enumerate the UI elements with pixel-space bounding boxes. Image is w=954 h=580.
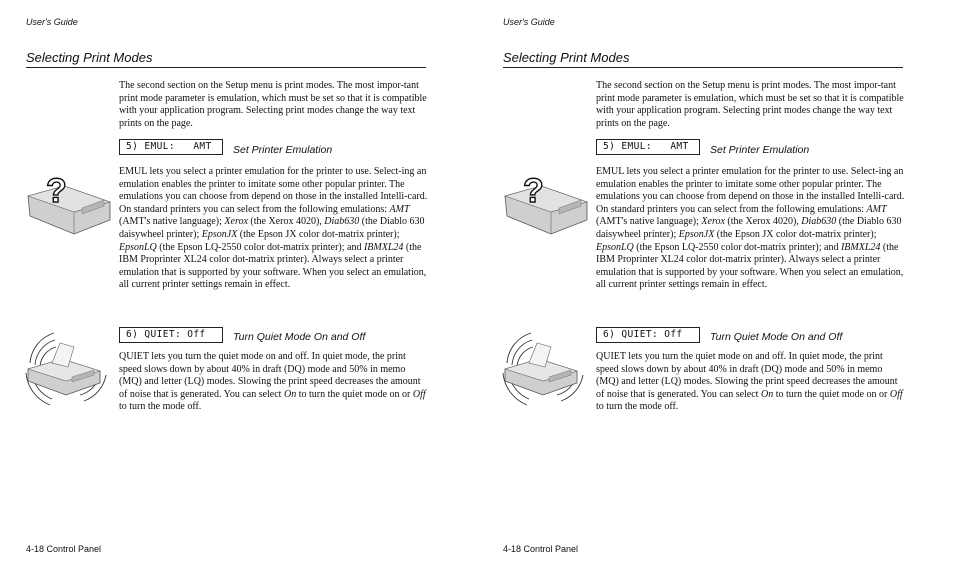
emulation-diablo: Diab630 xyxy=(324,216,360,228)
text-run: (the Epson LQ-2550 color dot-matrix printer); and xyxy=(156,241,364,253)
option-on: On xyxy=(283,388,297,400)
caption-quiet-mode: Turn Quiet Mode On and Off xyxy=(233,331,366,343)
text-run: (the Epson JX color dot-matrix printer); xyxy=(237,228,400,240)
lcd-display-quiet: 6) QUIET: Off xyxy=(596,327,700,343)
emulation-xerox: Xerox xyxy=(701,216,725,228)
text-run: (the Xerox 4020), xyxy=(247,216,325,228)
option-off: Off xyxy=(889,388,903,400)
emulation-epsonjx: EpsonJX xyxy=(678,228,715,240)
emulation-epsonjx: EpsonJX xyxy=(201,228,238,240)
text-run: (the Diablo 630 daisywheel printer); xyxy=(596,216,902,240)
running-header: User's Guide xyxy=(503,17,555,27)
option-on: On xyxy=(760,388,774,400)
text-run: (the Epson JX color dot-matrix printer); xyxy=(714,228,877,240)
printer-question-icon xyxy=(24,168,116,240)
emulation-xerox: Xerox xyxy=(224,216,248,228)
quiet-printer-icon xyxy=(499,325,587,409)
section-title: Selecting Print Modes xyxy=(26,50,426,68)
text-run: to turn the mode off. xyxy=(119,401,202,413)
text-run: to turn the mode off. xyxy=(596,401,679,413)
lcd-display-emul: 5) EMUL: AMT xyxy=(596,139,700,155)
emul-paragraph xyxy=(596,166,906,292)
running-footer: 4-18 Control Panel xyxy=(503,544,579,554)
text-run: to turn the quiet mode on or xyxy=(773,388,890,400)
quiet-paragraph xyxy=(119,351,429,414)
text-run: EMUL lets you select a printer emulation for the printer to use. Select-ing an emulation enables the printer to imitate some other popular printer. The emulations you can choose from depend on those in the installed Intelli-card. On standard printers you can select from the following emulations: xyxy=(119,166,428,215)
text-run: (the Epson LQ-2550 color dot-matrix printer); and xyxy=(633,241,841,253)
intro-paragraph: The second section on the Setup menu is print modes. The most impor-tant print mode parameter is emulation, which must be set so that it is compatible with your application program. Selecting print modes change the way text prints on the page. xyxy=(119,80,427,129)
emulation-amt: AMT xyxy=(389,203,410,215)
running-footer: 4-18 Control Panel xyxy=(26,544,102,554)
section-title: Selecting Print Modes xyxy=(503,50,903,68)
svg-text:?: ? xyxy=(523,172,544,210)
emulation-amt: AMT xyxy=(866,203,887,215)
text-run: QUIET lets you turn the quiet mode on and off. In quiet mode, the print speed slows down by about 40% in draft (DQ) mode and 50% in memo (MQ) and letter (LQ) modes. Slowing the print speed decreases the amount of noise that is generated. You can select xyxy=(596,351,898,400)
emulation-epsonlq: EpsonLQ xyxy=(119,241,157,253)
text-run: (AMT's native language); xyxy=(596,216,702,228)
running-header: User's Guide xyxy=(26,17,78,27)
svg-text:?: ? xyxy=(46,172,67,210)
quiet-printer-icon xyxy=(22,325,110,409)
option-off: Off xyxy=(412,388,426,400)
text-run: to turn the quiet mode on or xyxy=(296,388,413,400)
intro-paragraph: The second section on the Setup menu is print modes. The most impor-tant print mode parameter is emulation, which must be set so that it is compatible with your application program. Selecting print modes change the way text prints on the page. xyxy=(596,80,904,129)
lcd-display-emul: 5) EMUL: AMT xyxy=(119,139,223,155)
text-run: (the Xerox 4020), xyxy=(724,216,802,228)
quiet-paragraph xyxy=(596,351,906,414)
text-run: EMUL lets you select a printer emulation for the printer to use. Select-ing an emulation enables the printer to imitate some other popular printer. The emulations you can choose from depend on those in the installed Intelli-card. On standard printers you can select from the following emulations: xyxy=(596,166,905,215)
text-run: (the IBM Proprinter XL24 color dot-matrix printer). Always select a printer emulation that is supported by your software. When you select an emulation, all current printer settings remain in effect. xyxy=(119,241,427,291)
emulation-ibm: IBMXL24 xyxy=(363,241,404,253)
caption-set-emulation: Set Printer Emulation xyxy=(710,144,810,156)
caption-quiet-mode: Turn Quiet Mode On and Off xyxy=(710,331,843,343)
text-run: (the Diablo 630 daisywheel printer); xyxy=(119,216,425,240)
text-run: (AMT's native language); xyxy=(119,216,225,228)
emulation-epsonlq: EpsonLQ xyxy=(596,241,634,253)
caption-set-emulation: Set Printer Emulation xyxy=(233,144,333,156)
emul-paragraph xyxy=(119,166,429,292)
text-run: QUIET lets you turn the quiet mode on and off. In quiet mode, the print speed slows down by about 40% in draft (DQ) mode and 50% in memo (MQ) and letter (LQ) modes. Slowing the print speed decreases the amount of noise that is generated. You can select xyxy=(119,351,421,400)
lcd-display-quiet: 6) QUIET: Off xyxy=(119,327,223,343)
text-run: (the IBM Proprinter XL24 color dot-matrix printer). Always select a printer emulation that is supported by your software. When you select an emulation, all current printer settings remain in effect. xyxy=(596,241,904,291)
emulation-ibm: IBMXL24 xyxy=(840,241,881,253)
page-right xyxy=(477,0,954,580)
printer-question-icon xyxy=(501,168,593,240)
emulation-diablo: Diab630 xyxy=(801,216,837,228)
